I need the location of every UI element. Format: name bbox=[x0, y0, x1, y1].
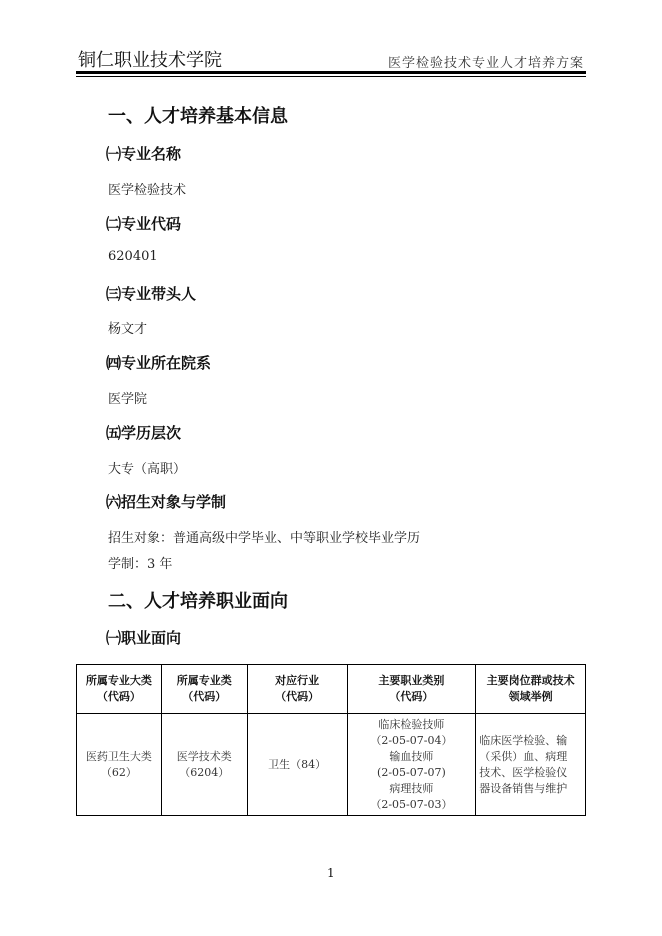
cell-text: 病理技师 bbox=[389, 781, 434, 795]
cell-major-class bbox=[161, 714, 247, 816]
cell-industry bbox=[247, 714, 347, 816]
header-text: 主要岗位群或技术 bbox=[486, 674, 575, 687]
header-text: 所属专业大类 bbox=[85, 674, 152, 687]
header-rule-thin bbox=[76, 76, 586, 77]
cell-text: 技术、医学检验仪 bbox=[479, 765, 568, 779]
cell-text: 器设备销售与维护 bbox=[479, 781, 568, 795]
header-cell bbox=[247, 665, 347, 714]
header-cell bbox=[161, 665, 247, 714]
cell-text: 卫生（84） bbox=[268, 757, 327, 771]
header-text: 主要职业类别 bbox=[378, 674, 445, 687]
career-orientation-table bbox=[76, 664, 586, 816]
cell-text: 临床医学检验、输 bbox=[479, 733, 568, 747]
subheading-major-name: ㈠专业名称 bbox=[106, 145, 182, 163]
header-cell bbox=[476, 665, 586, 714]
subheading-education-level: ㈤学历层次 bbox=[106, 424, 182, 442]
cell-text: （2-05-07-03） bbox=[370, 797, 453, 811]
header-rule-thick bbox=[76, 71, 586, 74]
header-text: 领域举例 bbox=[508, 690, 553, 703]
major-code: 620401 bbox=[108, 249, 158, 264]
department: 医学院 bbox=[108, 392, 148, 407]
subheading-enrollment: ㈥招生对象与学制 bbox=[106, 493, 227, 511]
subheading-major-code: ㈡专业代码 bbox=[106, 215, 182, 233]
header-text: 所属专业类 bbox=[176, 674, 232, 687]
subheading-career-orientation: ㈠职业面向 bbox=[106, 629, 182, 647]
page-number: 1 bbox=[327, 866, 335, 880]
cell-job-examples bbox=[476, 714, 586, 816]
section-2-title: 二、人才培养职业面向 bbox=[108, 591, 288, 612]
cell-text: 医药卫生大类 bbox=[85, 749, 152, 763]
enrollment-target: 招生对象：普通高级中学毕业、中等职业学校毕业学历 bbox=[108, 531, 421, 546]
table-header-row bbox=[77, 665, 586, 714]
cell-text: （62） bbox=[100, 765, 137, 779]
cell-text: (2-05-07-07) bbox=[377, 765, 446, 779]
header-cell bbox=[77, 665, 162, 714]
header-text: （代码） bbox=[96, 690, 141, 703]
cell-text: （6204） bbox=[179, 765, 230, 779]
major-name: 医学检验技术 bbox=[108, 183, 187, 198]
cell-text: 医学技术类 bbox=[176, 749, 232, 763]
cell-text: 临床检验技师 bbox=[378, 717, 445, 731]
major-leader: 杨文才 bbox=[108, 322, 148, 337]
header-text: （代码） bbox=[389, 690, 434, 703]
cell-text: 输血技师 bbox=[389, 749, 434, 763]
section-1-title: 一、人才培养基本信息 bbox=[108, 106, 288, 127]
cell-occupations bbox=[347, 714, 476, 816]
education-level: 大专（高职） bbox=[108, 462, 187, 477]
cell-major-category bbox=[77, 714, 162, 816]
header-institution: 铜仁职业技术学院 bbox=[78, 50, 222, 71]
header-document-title: 医学检验技术专业人才培养方案 bbox=[387, 56, 584, 71]
subheading-major-leader: ㈢专业带头人 bbox=[106, 285, 197, 303]
study-duration: 学制：3 年 bbox=[108, 557, 173, 572]
header-text: （代码） bbox=[275, 690, 320, 703]
cell-text: （采供）血、病理 bbox=[479, 749, 568, 763]
table-row bbox=[77, 714, 586, 816]
header-text: 对应行业 bbox=[275, 674, 320, 687]
header-cell bbox=[347, 665, 476, 714]
header-text: （代码） bbox=[182, 690, 227, 703]
subheading-department: ㈣专业所在院系 bbox=[106, 354, 212, 372]
cell-text: （2-05-07-04） bbox=[370, 733, 453, 747]
